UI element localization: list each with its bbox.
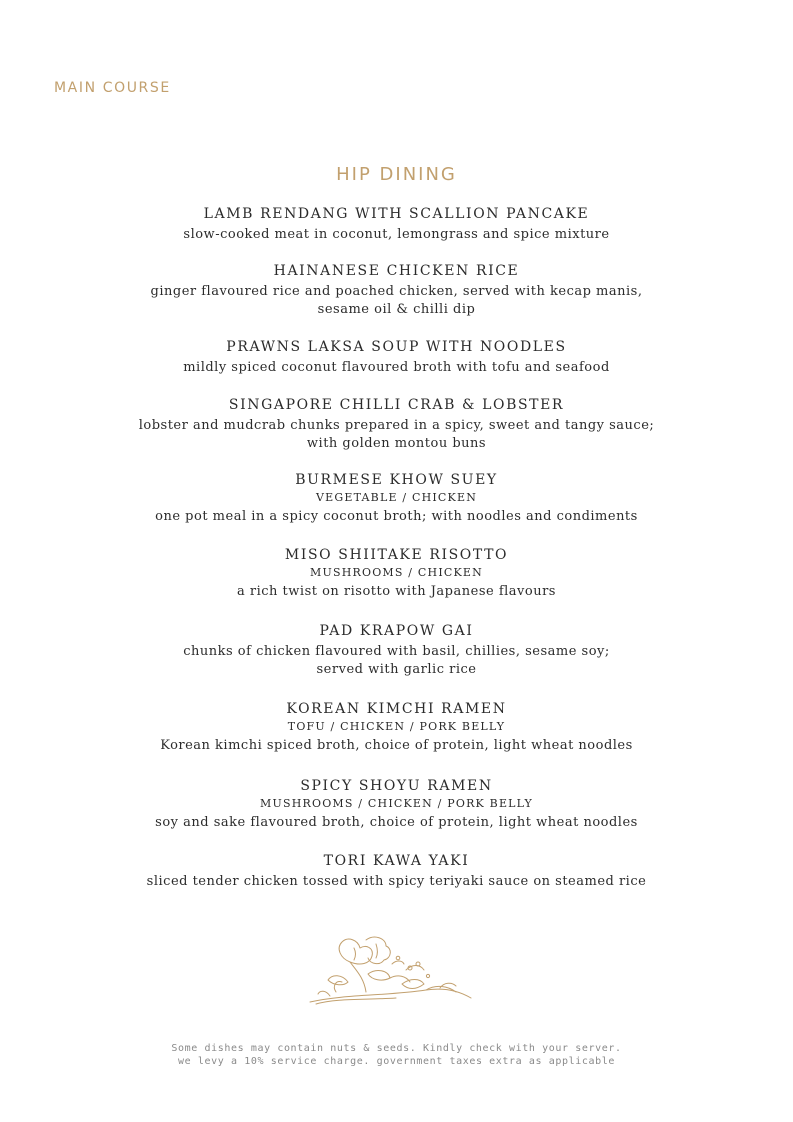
dish-description: lobster and mudcrab chunks prepared in a spicy, sweet and tangy sauce;	[138, 418, 655, 433]
dish-description: soy and sake flavoured broth, choice of protein, light wheat noodles	[155, 815, 638, 830]
footer-service-charge-note: we levy a 10% service charge. government taxes extra as applicable	[178, 1056, 615, 1067]
dish-name: BURMESE KHOW SUEY	[295, 472, 498, 488]
footer-note	[0, 1042, 793, 1068]
dish-name: KOREAN KIMCHI RAMEN	[286, 701, 507, 717]
menu-item	[0, 546, 793, 601]
menu-item	[0, 205, 793, 244]
dish-name: TORI KAWA YAKI	[323, 853, 470, 869]
menu-title: HIP DINING	[336, 164, 457, 185]
menu-item	[0, 852, 793, 891]
menu-item	[0, 700, 793, 755]
dish-name: PAD KRAPOW GAI	[319, 623, 474, 639]
floral-sprig-icon	[306, 934, 476, 1012]
dish-description: chunks of chicken flavoured with basil, chillies, sesame soy;	[183, 644, 610, 659]
section-label: MAIN COURSE	[54, 80, 171, 96]
dish-options: VEGETABLE / CHICKEN	[315, 491, 478, 504]
dish-name: HAINANESE CHICKEN RICE	[273, 263, 520, 279]
dish-description: one pot meal in a spicy coconut broth; with noodles and condiments	[155, 509, 638, 524]
dish-description: mildly spiced coconut flavoured broth with tofu and seafood	[183, 360, 610, 375]
menu-item	[0, 396, 793, 453]
dish-name: MISO SHIITAKE RISOTTO	[284, 547, 509, 563]
menu-item	[0, 777, 793, 832]
dish-description: served with garlic rice	[316, 662, 477, 677]
dish-name: PRAWNS LAKSA SOUP WITH NOODLES	[226, 339, 567, 355]
dish-description: sliced tender chicken tossed with spicy teriyaki sauce on steamed rice	[146, 874, 647, 889]
dish-description: ginger flavoured rice and poached chicken, served with kecap manis,	[150, 284, 643, 299]
dish-name: SPICY SHOYU RAMEN	[300, 778, 493, 794]
dish-description: sesame oil & chilli dip	[317, 302, 476, 317]
dish-options: TOFU / CHICKEN / PORK BELLY	[287, 720, 506, 733]
dish-name: SINGAPORE CHILLI CRAB & LOBSTER	[228, 397, 565, 413]
dish-options: MUSHROOMS / CHICKEN	[310, 566, 483, 579]
menu-item	[0, 622, 793, 679]
dish-description: slow-cooked meat in coconut, lemongrass and spice mixture	[183, 227, 610, 242]
dish-options: MUSHROOMS / CHICKEN / PORK BELLY	[260, 797, 533, 810]
dish-description: with golden montou buns	[306, 436, 487, 451]
menu-item	[0, 338, 793, 377]
footer-allergen-note: Some dishes may contain nuts & seeds. Kindly check with your server.	[171, 1043, 622, 1054]
dish-description: Korean kimchi spiced broth, choice of protein, light wheat noodles	[160, 738, 633, 753]
menu-item	[0, 471, 793, 526]
menu-item	[0, 262, 793, 319]
dish-name: LAMB RENDANG WITH SCALLION PANCAKE	[203, 206, 590, 222]
dish-description: a rich twist on risotto with Japanese flavours	[237, 584, 556, 599]
